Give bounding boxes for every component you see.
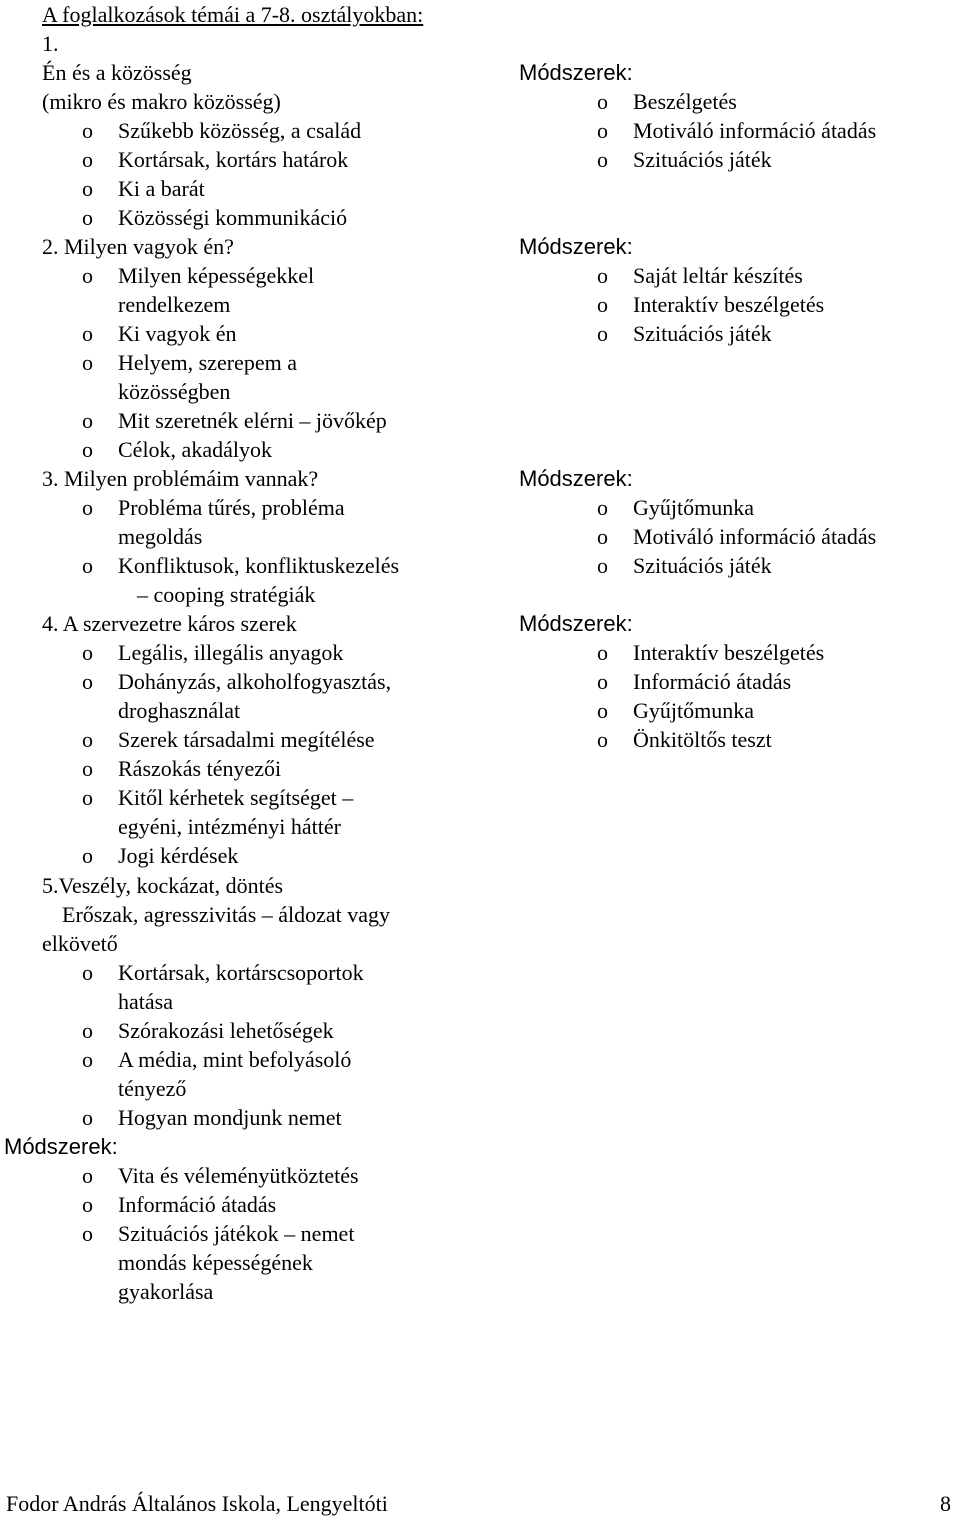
section-4-topic-item: Rászokás tényezői — [118, 756, 282, 781]
methods-2-item: Szituációs játék — [633, 321, 772, 346]
section-5-topic-item: hatása — [118, 989, 173, 1014]
section-3-topic-item: – cooping stratégiák — [137, 582, 316, 607]
section-5-methods-label: Módszerek: — [4, 1134, 118, 1159]
section-1-topic-item: Ki a barát — [118, 176, 205, 201]
section-5-method-item: gyakorlása — [118, 1279, 214, 1304]
section-5-method-item: Szituációs játékok – nemet — [118, 1221, 355, 1246]
bullet-marker: o — [597, 669, 608, 694]
bullet-marker: o — [82, 176, 93, 201]
section-5-subtitle-cont: elkövető — [42, 931, 118, 956]
section-4-topic-item: Dohányzás, alkoholfogyasztás, — [118, 669, 392, 694]
bullet-marker: o — [597, 553, 608, 578]
section-5-method-item: Információ átadás — [118, 1192, 277, 1217]
section-2-topic-item: Ki vagyok én — [118, 321, 237, 346]
section-5-method-item: Vita és véleményütköztetés — [118, 1163, 359, 1188]
bullet-marker: o — [597, 727, 608, 752]
section-1-topic-item: Kortársak, kortárs határok — [118, 147, 349, 172]
footer-school: Fodor András Általános Iskola, Lengyeltóti — [6, 1491, 388, 1516]
bullet-marker: o — [82, 437, 93, 462]
bullet-marker: o — [597, 321, 608, 346]
methods-2-item: Saját leltár készítés — [633, 263, 803, 288]
section-3-topic-item: megoldás — [118, 524, 203, 549]
methods-4-item: Interaktív beszélgetés — [633, 640, 825, 665]
bullet-marker: o — [82, 640, 93, 665]
bullet-marker: o — [82, 321, 93, 346]
bullet-marker: o — [597, 524, 608, 549]
section-2-topic-item: rendelkezem — [118, 292, 231, 317]
section-2-topic-item: Milyen képességekkel — [118, 263, 315, 288]
section-5-subtitle: Erőszak, agresszivitás – áldozat vagy — [62, 902, 391, 927]
bullet-marker: o — [597, 118, 608, 143]
bullet-marker: o — [82, 785, 93, 810]
bullet-marker: o — [597, 640, 608, 665]
methods-3-label: Módszerek: — [519, 466, 633, 491]
bullet-marker: o — [597, 292, 608, 317]
bullet-marker: o — [82, 495, 93, 520]
bullet-marker: o — [82, 843, 93, 868]
section-4-topic-item: Legális, illegális anyagok — [118, 640, 344, 665]
section-5-topic-item: Kortársak, kortárscsoportok — [118, 960, 364, 985]
bullet-marker: o — [82, 147, 93, 172]
section-4-title: 4. A szervezetre káros szerek — [42, 611, 297, 636]
section-4-topic-item: Kitől kérhetek segítséget – — [118, 785, 354, 810]
section-4-topic-item: egyéni, intézményi háttér — [118, 814, 341, 839]
section-1-subtitle: (mikro és makro közösség) — [42, 89, 281, 114]
bullet-marker: o — [82, 118, 93, 143]
section-3-topic-item: Konfliktusok, konfliktuskezelés — [118, 553, 400, 578]
methods-3-item: Motiváló információ átadás — [633, 524, 877, 549]
methods-1-label: Módszerek: — [519, 60, 633, 85]
bullet-marker: o — [82, 1018, 93, 1043]
section-3-title: 3. Milyen problémáim vannak? — [42, 466, 319, 491]
bullet-marker: o — [82, 1221, 93, 1246]
section-5-topic-item: tényező — [118, 1076, 187, 1101]
section-5-topic-item: Szórakozási lehetőségek — [118, 1018, 334, 1043]
section-2-title: 2. Milyen vagyok én? — [42, 234, 234, 259]
bullet-marker: o — [82, 1192, 93, 1217]
methods-4-label: Módszerek: — [519, 611, 633, 636]
bullet-marker: o — [82, 669, 93, 694]
methods-1-item: Motiváló információ átadás — [633, 118, 877, 143]
bullet-marker: o — [82, 350, 93, 375]
section-1-topic-item: Közösségi kommunikáció — [118, 205, 348, 230]
bullet-marker: o — [82, 960, 93, 985]
bullet-marker: o — [597, 147, 608, 172]
methods-2-item: Interaktív beszélgetés — [633, 292, 825, 317]
section-1-title: Én és a közösség — [42, 60, 192, 85]
bullet-marker: o — [597, 495, 608, 520]
page-title: A foglalkozások témái a 7-8. osztályokban: — [42, 2, 424, 27]
methods-3-item: Szituációs játék — [633, 553, 772, 578]
methods-4-item: Információ átadás — [633, 669, 792, 694]
section-3-topic-item: Probléma tűrés, probléma — [118, 495, 345, 520]
methods-1-item: Beszélgetés — [633, 89, 737, 114]
section-5-topic-item: A média, mint befolyásoló — [118, 1047, 352, 1072]
methods-4-item: Önkitöltős teszt — [633, 727, 772, 752]
methods-4-item: Gyűjtőmunka — [633, 698, 754, 723]
bullet-marker: o — [82, 1047, 93, 1072]
bullet-marker: o — [82, 756, 93, 781]
section-5-method-item: mondás képességének — [118, 1250, 313, 1275]
methods-3-item: Gyűjtőmunka — [633, 495, 754, 520]
bullet-marker: o — [82, 727, 93, 752]
bullet-marker: o — [82, 1105, 93, 1130]
section-5-title: 5.Veszély, kockázat, döntés — [42, 873, 284, 898]
footer-page-number: 8 — [940, 1491, 951, 1516]
bullet-marker: o — [82, 263, 93, 288]
section-2-topic-item: közösségben — [118, 379, 231, 404]
bullet-marker: o — [82, 1163, 93, 1188]
section-4-topic-item: Szerek társadalmi megítélése — [118, 727, 375, 752]
section-4-topic-item: Jogi kérdések — [118, 843, 239, 868]
bullet-marker: o — [82, 205, 93, 230]
section-2-topic-item: Helyem, szerepem a — [118, 350, 297, 375]
bullet-marker: o — [597, 89, 608, 114]
bullet-marker: o — [597, 698, 608, 723]
section-4-topic-item: droghasználat — [118, 698, 241, 723]
section-2-topic-item: Célok, akadályok — [118, 437, 272, 462]
section-1-topic-item: Szűkebb közösség, a család — [118, 118, 362, 143]
section-2-topic-item: Mit szeretnék elérni – jövőkép — [118, 408, 387, 433]
bullet-marker: o — [82, 408, 93, 433]
bullet-marker: o — [597, 263, 608, 288]
section-5-topic-item: Hogyan mondjunk nemet — [118, 1105, 342, 1130]
bullet-marker: o — [82, 553, 93, 578]
methods-1-item: Szituációs játék — [633, 147, 772, 172]
methods-2-label: Módszerek: — [519, 234, 633, 259]
section-1-number: 1. — [42, 31, 59, 56]
